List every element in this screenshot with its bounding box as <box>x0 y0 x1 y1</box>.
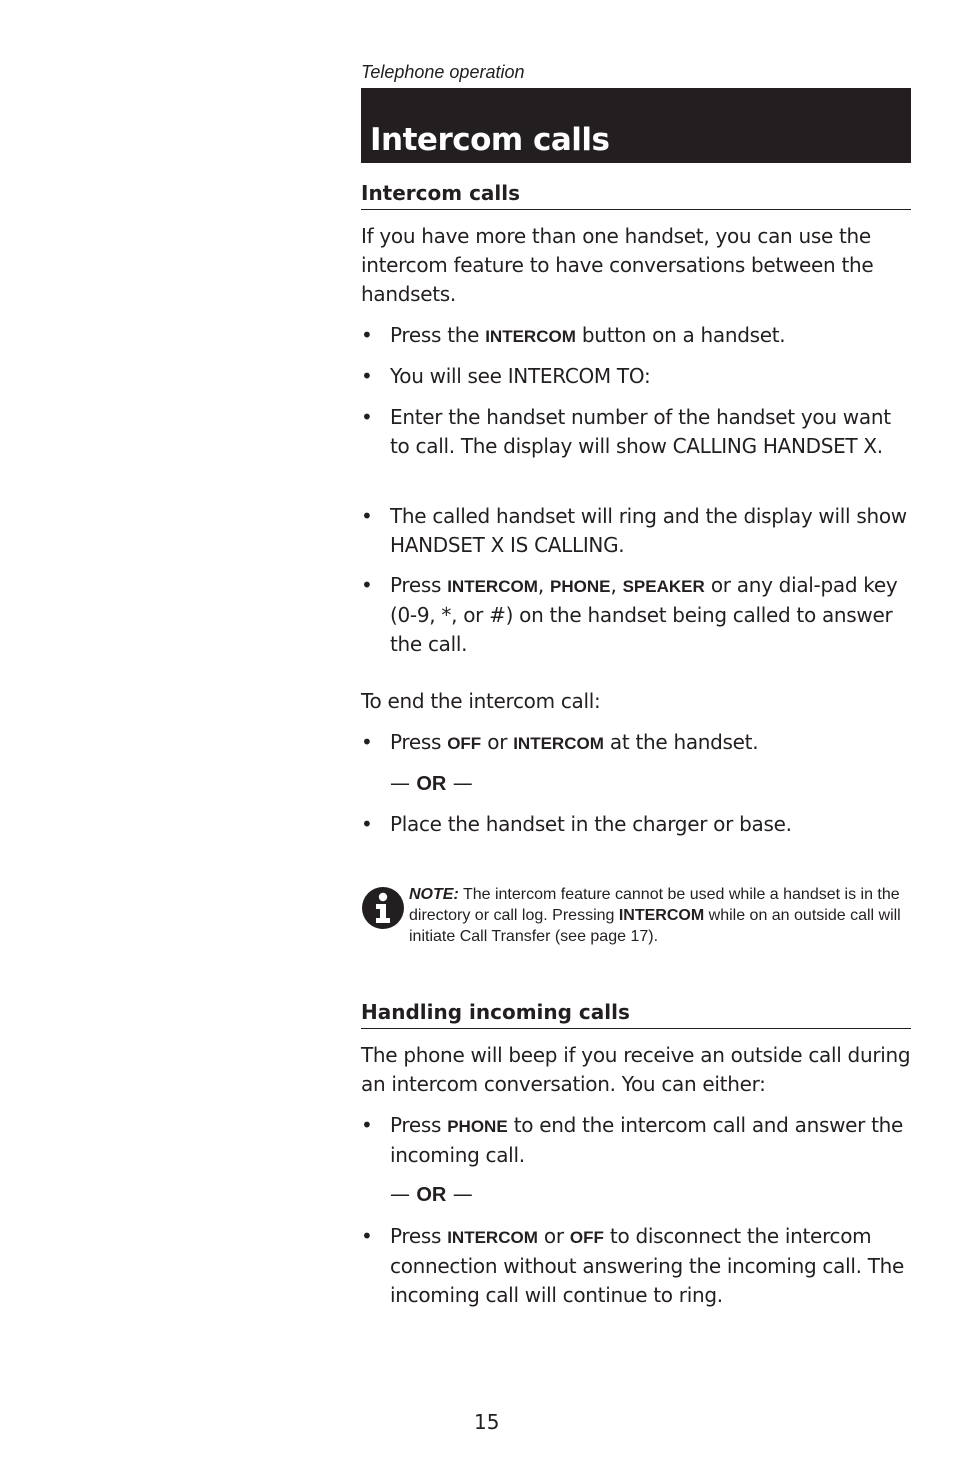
or-dash: — <box>446 771 473 795</box>
bullet-dot: • <box>361 730 373 754</box>
bullet-text: , <box>537 573 550 597</box>
key-intercom: INTERCOM <box>513 734 604 753</box>
bullet-text: button on a handset. <box>575 323 786 347</box>
bullet-dot: • <box>361 405 373 429</box>
key-intercom: INTERCOM <box>447 577 538 596</box>
bullet-disconnect <box>361 1222 913 1310</box>
key-off: OFF <box>447 734 482 753</box>
bullet-intercom-to <box>361 362 913 391</box>
end-call-intro: To end the intercom call: <box>361 689 601 713</box>
incoming-heading: Handling incoming calls <box>361 1000 911 1029</box>
bullet-text: at the handset. <box>603 730 759 754</box>
bullet-text: to disconnect the intercom connection without answering the incoming call. The incoming call will continue to ring. <box>390 1224 905 1307</box>
bullet-text: or <box>537 1224 570 1248</box>
incoming-intro: The phone will beep if you receive an outside call during an intercom conversation. You can either: <box>361 1043 911 1096</box>
bullet-text: Press <box>390 573 448 597</box>
bullet-text: You will see INTERCOM TO: <box>390 364 651 388</box>
key-intercom: INTERCOM <box>618 907 705 924</box>
key-phone: PHONE <box>447 1117 508 1136</box>
bullet-dot: • <box>361 323 373 347</box>
or-dash: — <box>390 1182 417 1206</box>
info-icon <box>361 886 405 930</box>
bullet-text: Press <box>390 1113 448 1137</box>
key-intercom: INTERCOM <box>447 1228 538 1247</box>
note-label: NOTE: <box>409 886 459 903</box>
page-number: 15 <box>474 1410 500 1434</box>
bullet-text: or any dial-pad key (0-9, *, or #) on the handset being called to answer the call. <box>390 573 898 656</box>
bullet-enter-number <box>361 403 913 461</box>
bullet-text: The called handset will ring and the display will show HANDSET X IS CALLING. <box>390 504 907 557</box>
bullet-text: Enter the handset number of the handset you want to call. The display will show CALLING HANDSET X. <box>390 405 891 458</box>
or-dash: — <box>446 1182 473 1206</box>
key-phone: PHONE <box>550 577 611 596</box>
bullet-dot: • <box>361 812 373 836</box>
or-separator <box>390 769 473 799</box>
title-bar <box>361 88 911 163</box>
bullet-dot: • <box>361 504 373 528</box>
or-dash: — <box>390 771 417 795</box>
section-label: Telephone operation <box>361 62 525 82</box>
bullet-dot: • <box>361 1224 373 1248</box>
bullet-text: Place the handset in the charger or base. <box>390 812 792 836</box>
bullet-press-off <box>361 728 913 758</box>
intercom-intro: If you have more than one handset, you can use the intercom feature to have conversations between the handsets. <box>361 224 874 306</box>
note-text: The intercom feature cannot be used while a handset is in the directory or call log. Pressing <box>409 886 900 924</box>
bullet-text: , <box>610 573 623 597</box>
bullet-called-handset <box>361 502 913 560</box>
bullet-press-intercom <box>361 321 913 351</box>
intercom-heading: Intercom calls <box>361 181 911 210</box>
bullet-place-handset <box>361 810 913 839</box>
page-title: Intercom calls <box>370 122 610 158</box>
or-word: OR <box>416 773 447 795</box>
bullet-dot: • <box>361 364 373 388</box>
bullet-answer-call <box>361 571 913 659</box>
bullet-text: to end the intercom call and answer the incoming call. <box>390 1113 904 1167</box>
bullet-dot: • <box>361 573 373 597</box>
bullet-text: or <box>481 730 514 754</box>
bullet-text: Press the <box>390 323 486 347</box>
or-separator <box>390 1180 473 1210</box>
key-off: OFF <box>569 1228 604 1247</box>
bullet-text: Press <box>390 730 448 754</box>
bullet-press-phone <box>361 1111 913 1170</box>
note-block <box>361 884 913 947</box>
key-intercom: INTERCOM <box>485 327 576 346</box>
bullet-dot: • <box>361 1113 373 1137</box>
note-text: while on an outside call will initiate Call Transfer (see page 17). <box>409 907 901 945</box>
bullet-text: Press <box>390 1224 448 1248</box>
or-word: OR <box>416 1184 447 1206</box>
key-speaker: SPEAKER <box>622 577 705 596</box>
